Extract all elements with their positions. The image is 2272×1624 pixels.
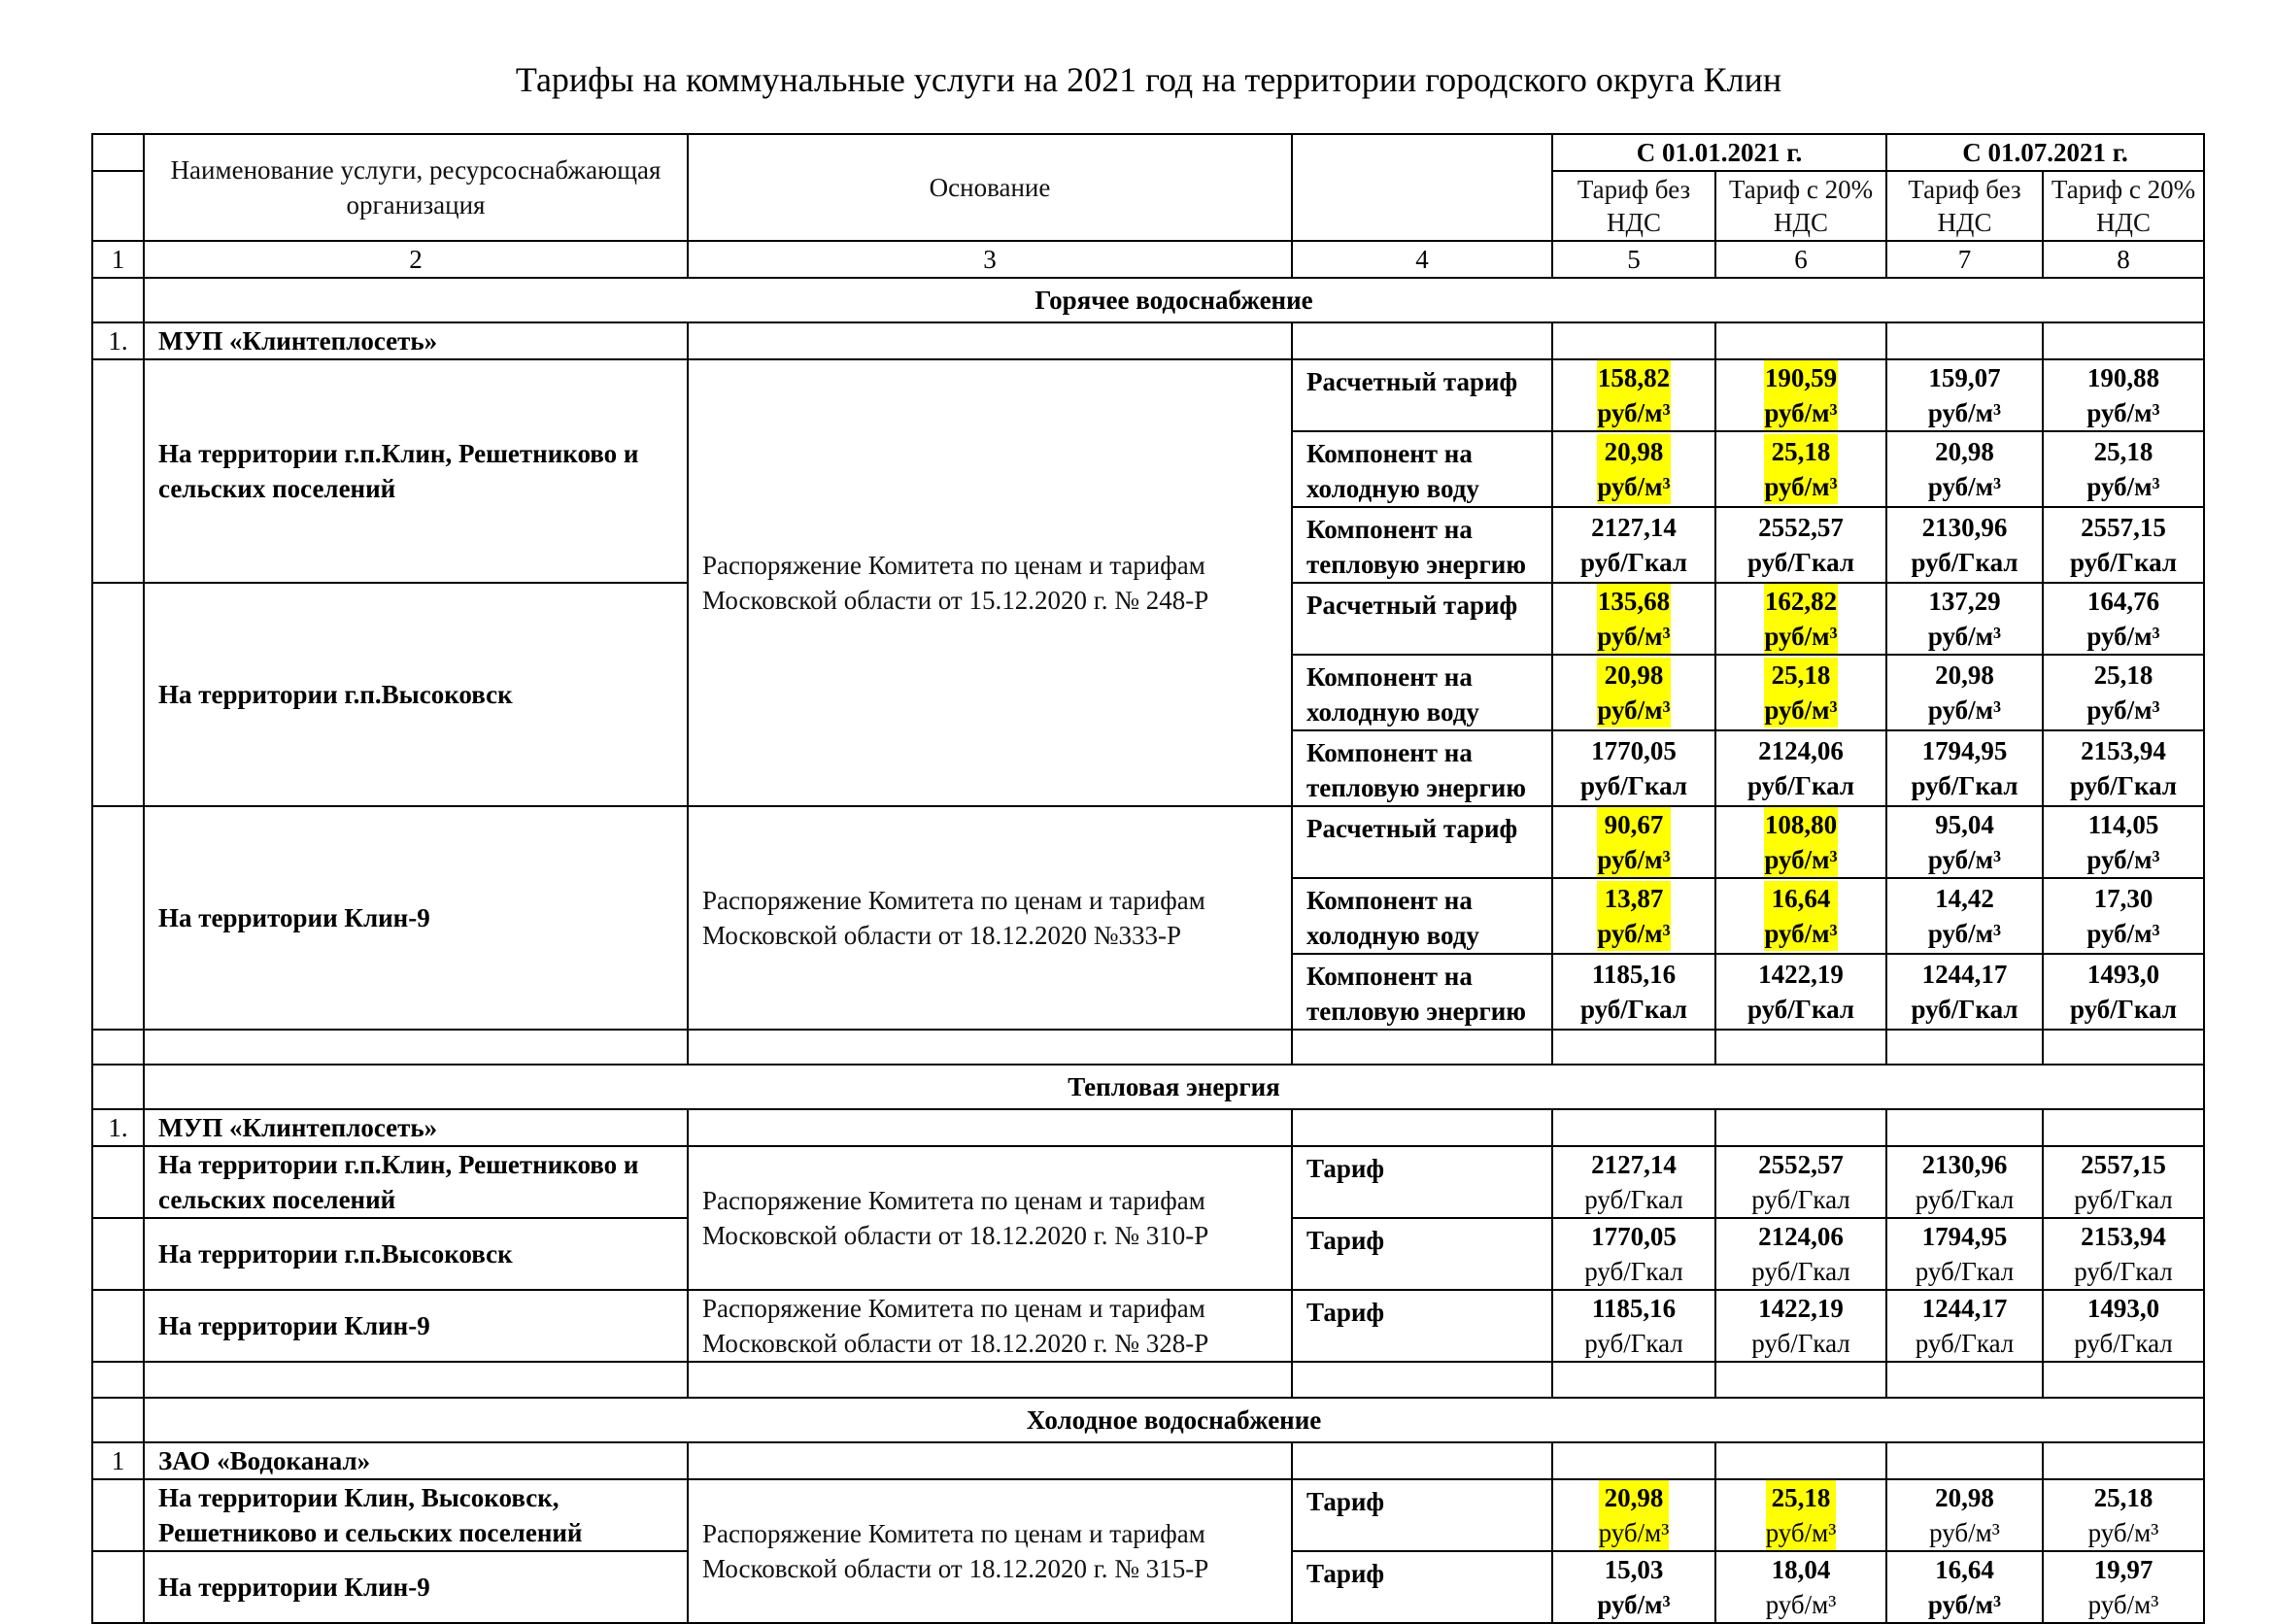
org-row [92, 322, 2204, 359]
territory-name: На территории г.п.Клин, Решетниково и сельских поселений [144, 359, 688, 583]
table-cell [1552, 1109, 1715, 1146]
tariff-value: 17,30 руб/м³ [2043, 878, 2204, 954]
component-label: Компонент на тепловую энергию [1292, 954, 1552, 1030]
section-title-hot-water: Горячее водоснабжение [144, 278, 2204, 322]
org-number: 1. [92, 1109, 144, 1146]
table-cell [92, 359, 144, 583]
table-cell [688, 1109, 1292, 1146]
tariff-value: 1493,0 руб/Гкал [2043, 954, 2204, 1030]
territory-name: На территории Клин-9 [144, 1290, 688, 1362]
tariff-value: 1422,19 руб/Гкал [1715, 954, 1886, 1030]
tariff-value: 20,98 руб/м³ [1552, 1479, 1715, 1551]
header-tariff-vat-jan: Тариф с 20% НДС [1715, 171, 1886, 241]
table-cell [2043, 1362, 2204, 1398]
table-cell [144, 1030, 688, 1065]
tariff-value: 1422,19 руб/Гкал [1715, 1290, 1886, 1362]
tariff-value: 19,97 руб/м³ [2043, 1551, 2204, 1623]
basis-document: Распоряжение Комитета по ценам и тарифам Московской области от 18.12.2020 г. № 328-Р [688, 1290, 1292, 1362]
section-title-heat-energy: Тепловая энергия [144, 1065, 2204, 1109]
table-cell [1715, 1362, 1886, 1398]
tariff-value: 108,80 руб/м³ [1715, 806, 1886, 878]
table-cell [1292, 322, 1552, 359]
tariff-value: 2552,57 руб/Гкал [1715, 507, 1886, 583]
header-row-1 [92, 134, 2204, 171]
header-tariff-no-vat-jan: Тариф без НДС [1552, 171, 1715, 241]
tariff-value: 2552,57 руб/Гкал [1715, 1146, 1886, 1218]
table-cell [92, 278, 144, 322]
table-cell [1715, 1109, 1886, 1146]
tariff-value: 13,87 руб/м³ [1552, 878, 1715, 954]
component-label: Расчетный тариф [1292, 583, 1552, 655]
table-cell [1715, 322, 1886, 359]
tariff-value: 2153,94 руб/Гкал [2043, 730, 2204, 806]
tariff-row [92, 1146, 2204, 1218]
header-period-jan: С 01.01.2021 г. [1552, 134, 1886, 171]
tariff-table [91, 133, 2205, 1624]
component-label: Компонент на холодную воду [1292, 655, 1552, 730]
component-label: Тариф [1292, 1218, 1552, 1290]
column-number: 5 [1552, 241, 1715, 278]
org-name: МУП «Клинтеплосеть» [144, 1109, 688, 1146]
column-number: 8 [2043, 241, 2204, 278]
tariff-value: 16,64 руб/м³ [1715, 878, 1886, 954]
table-cell [92, 1362, 144, 1398]
component-label: Расчетный тариф [1292, 806, 1552, 878]
tariff-value: 25,18 руб/м³ [1715, 431, 1886, 507]
table-cell [1292, 1030, 1552, 1065]
tariff-value: 20,98 руб/м³ [1886, 431, 2043, 507]
table-cell [1552, 1442, 1715, 1479]
table-cell [92, 1218, 144, 1290]
tariff-value: 1185,16 руб/Гкал [1552, 954, 1715, 1030]
header-component [1292, 134, 1552, 241]
table-cell [1715, 1030, 1886, 1065]
table-cell [92, 1398, 144, 1442]
section-row [92, 1398, 2204, 1442]
basis-document: Распоряжение Комитета по ценам и тарифам Московской области от 18.12.2020 г. № 315-Р [688, 1479, 1292, 1623]
tariff-value: 1770,05 руб/Гкал [1552, 730, 1715, 806]
tariff-value: 25,18 руб/м³ [1715, 655, 1886, 730]
tariff-value: 1794,95 руб/Гкал [1886, 730, 2043, 806]
header-basis: Основание [688, 134, 1292, 241]
column-number: 2 [144, 241, 688, 278]
territory-name: На территории г.п.Высоковск [144, 1218, 688, 1290]
table-cell [1292, 1362, 1552, 1398]
header-tariff-vat-jul: Тариф с 20% НДС [2043, 171, 2204, 241]
tariff-value: 15,03 руб/м³ [1552, 1551, 1715, 1623]
table-cell [1552, 1030, 1715, 1065]
column-number: 1 [92, 241, 144, 278]
tariff-row [92, 1479, 2204, 1551]
table-cell [2043, 1109, 2204, 1146]
tariff-value: 20,98 руб/м³ [1552, 431, 1715, 507]
tariff-value: 2124,06 руб/Гкал [1715, 730, 1886, 806]
tariff-value: 2127,14 руб/Гкал [1552, 507, 1715, 583]
header-period-jul: С 01.07.2021 г. [1886, 134, 2204, 171]
tariff-value: 1493,0 руб/Гкал [2043, 1290, 2204, 1362]
tariff-value: 20,98 руб/м³ [1886, 1479, 2043, 1551]
component-label: Компонент на холодную воду [1292, 431, 1552, 507]
component-label: Компонент на тепловую энергию [1292, 730, 1552, 806]
table-cell [92, 1065, 144, 1109]
table-cell [688, 1030, 1292, 1065]
table-cell [144, 1362, 688, 1398]
table-cell [1886, 1442, 2043, 1479]
section-title-cold-water: Холодное водоснабжение [144, 1398, 2204, 1442]
tariff-value: 1794,95 руб/Гкал [1886, 1218, 2043, 1290]
tariff-value: 14,42 руб/м³ [1886, 878, 2043, 954]
column-number: 3 [688, 241, 1292, 278]
table-cell [688, 1362, 1292, 1398]
basis-document: Распоряжение Комитета по ценам и тарифам Московской области от 15.12.2020 г. № 248-Р [688, 359, 1292, 806]
tariff-value: 164,76 руб/м³ [2043, 583, 2204, 655]
tariff-value: 162,82 руб/м³ [1715, 583, 1886, 655]
tariff-value: 2127,14 руб/Гкал [1552, 1146, 1715, 1218]
spacer-row [92, 1362, 2204, 1398]
org-number: 1 [92, 1442, 144, 1479]
org-name: ЗАО «Водоканал» [144, 1442, 688, 1479]
tariff-value: 159,07 руб/м³ [1886, 359, 2043, 431]
header-service-name: Наименование услуги, ресурсоснабжающая организация [144, 134, 688, 241]
table-cell [92, 583, 144, 806]
basis-document: Распоряжение Комитета по ценам и тарифам Московской области от 18.12.2020 №333-Р [688, 806, 1292, 1030]
basis-document: Распоряжение Комитета по ценам и тарифам Московской области от 18.12.2020 г. № 310-Р [688, 1146, 1292, 1290]
component-label: Тариф [1292, 1551, 1552, 1623]
table-cell [1292, 1109, 1552, 1146]
table-cell [1715, 1442, 1886, 1479]
table-cell [1552, 1362, 1715, 1398]
component-label: Тариф [1292, 1290, 1552, 1362]
table-cell [92, 1290, 144, 1362]
header-tariff-no-vat-jul: Тариф без НДС [1886, 171, 2043, 241]
table-cell [92, 1479, 144, 1551]
territory-name: На территории Клин-9 [144, 806, 688, 1030]
tariff-value: 90,67 руб/м³ [1552, 806, 1715, 878]
territory-name: На территории г.п.Высоковск [144, 583, 688, 806]
tariff-value: 114,05 руб/м³ [2043, 806, 2204, 878]
table-cell [92, 1146, 144, 1218]
tariff-value: 2130,96 руб/Гкал [1886, 507, 2043, 583]
territory-name: На территории Клин, Высоковск, Решетниково и сельских поселений [144, 1479, 688, 1551]
table-cell [1886, 1109, 2043, 1146]
tariff-value: 25,18 руб/м³ [2043, 655, 2204, 730]
tariff-value: 95,04 руб/м³ [1886, 806, 2043, 878]
tariff-value: 190,59 руб/м³ [1715, 359, 1886, 431]
table-cell [2043, 1442, 2204, 1479]
org-row [92, 1109, 2204, 1146]
tariff-value: 1244,17 руб/Гкал [1886, 954, 2043, 1030]
territory-name: На территории Клин-9 [144, 1551, 688, 1623]
tariff-value: 190,88 руб/м³ [2043, 359, 2204, 431]
component-label: Тариф [1292, 1146, 1552, 1218]
tariff-value: 1185,16 руб/Гкал [1552, 1290, 1715, 1362]
table-cell [2043, 322, 2204, 359]
section-row [92, 1065, 2204, 1109]
tariff-value: 25,18 руб/м³ [2043, 1479, 2204, 1551]
tariff-value: 1770,05 руб/Гкал [1552, 1218, 1715, 1290]
section-row [92, 278, 2204, 322]
tariff-row [92, 359, 2204, 431]
table-cell [1886, 322, 2043, 359]
org-number: 1. [92, 322, 144, 359]
tariff-value: 20,98 руб/м³ [1552, 655, 1715, 730]
table-cell [688, 322, 1292, 359]
table-cell [2043, 1030, 2204, 1065]
tariff-value: 2557,15 руб/Гкал [2043, 1146, 2204, 1218]
table-cell [1886, 1030, 2043, 1065]
component-label: Компонент на тепловую энергию [1292, 507, 1552, 583]
tariff-value: 25,18 руб/м³ [1715, 1479, 1886, 1551]
tariff-value: 158,82 руб/м³ [1552, 359, 1715, 431]
component-label: Расчетный тариф [1292, 359, 1552, 431]
table-cell [1292, 1442, 1552, 1479]
spacer-row [92, 1030, 2204, 1065]
territory-name: На территории г.п.Клин, Решетниково и сельских поселений [144, 1146, 688, 1218]
tariff-row [92, 806, 2204, 878]
org-name: МУП «Клинтеплосеть» [144, 322, 688, 359]
column-number: 6 [1715, 241, 1886, 278]
document-title: Тарифы на коммунальные услуги на 2021 год на территории городского округа Клин [515, 60, 1782, 99]
component-label: Тариф [1292, 1479, 1552, 1551]
tariff-value: 137,29 руб/м³ [1886, 583, 2043, 655]
org-row [92, 1442, 2204, 1479]
tariff-value: 16,64 руб/м³ [1886, 1551, 2043, 1623]
table-cell [1552, 322, 1715, 359]
header-num-cell [92, 171, 144, 241]
tariff-value: 2557,15 руб/Гкал [2043, 507, 2204, 583]
component-label: Компонент на холодную воду [1292, 878, 1552, 954]
tariff-value: 1244,17 руб/Гкал [1886, 1290, 2043, 1362]
table-cell [1886, 1362, 2043, 1398]
tariff-value: 2130,96 руб/Гкал [1886, 1146, 2043, 1218]
tariff-value: 2124,06 руб/Гкал [1715, 1218, 1886, 1290]
column-number-row [92, 241, 2204, 278]
table-cell [92, 1551, 144, 1623]
tariff-value: 25,18 руб/м³ [2043, 431, 2204, 507]
table-cell [688, 1442, 1292, 1479]
tariff-value: 18,04 руб/м³ [1715, 1551, 1886, 1623]
table-cell [92, 1030, 144, 1065]
tariff-value: 20,98 руб/м³ [1886, 655, 2043, 730]
tariff-value: 135,68 руб/м³ [1552, 583, 1715, 655]
header-num-cell [92, 134, 144, 171]
tariff-value: 2153,94 руб/Гкал [2043, 1218, 2204, 1290]
column-number: 7 [1886, 241, 2043, 278]
table-cell [92, 806, 144, 1030]
column-number: 4 [1292, 241, 1552, 278]
tariff-row [92, 1290, 2204, 1362]
